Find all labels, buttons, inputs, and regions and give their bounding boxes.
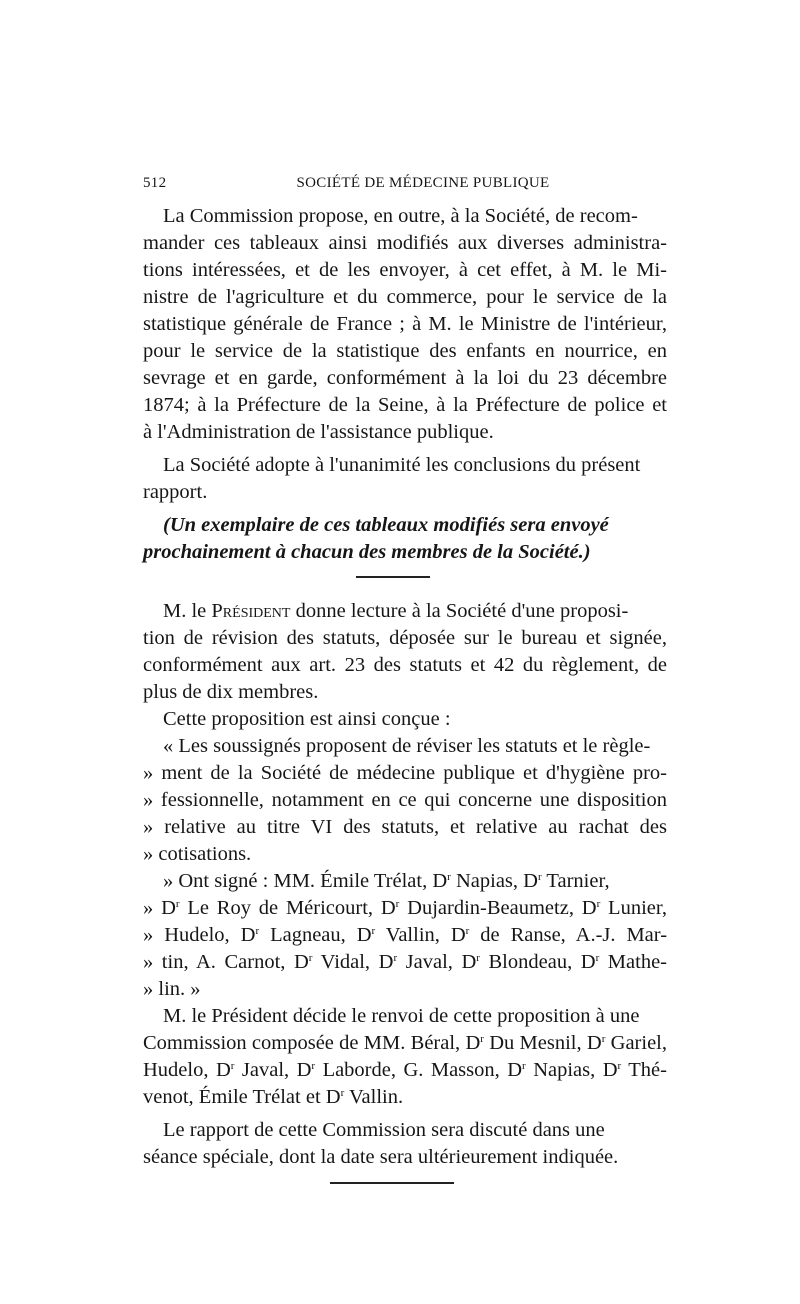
p7-line-2: séance spéciale, dont la date sera ultérieurement indiquée. — [143, 1146, 619, 1168]
p4-line-2: tion de révision des statuts, déposée sur le bureau et signée, — [143, 627, 667, 649]
p3-line-1: (Un exemplaire de ces tableaux modifiés sera envoyé — [163, 514, 609, 536]
p4-line-1 — [163, 598, 667, 625]
p7-line-1: Le rapport de cette Commission sera discuté dans une — [163, 1119, 605, 1141]
p1-line-9: à l'Administration de l'assistance publique. — [143, 421, 494, 443]
p1-line-8: 1874; à la Préfecture de la Seine, à la Préfecture de police et — [143, 394, 667, 416]
page-number: 512 — [143, 175, 167, 191]
p4-prefix: M. le — [163, 600, 212, 622]
signed-line-4: » tin, A. Carnot, $D^r$ Vidal, $D^r$ Javal, $D^r$ Blondeau, $D^r$ Mathe- — [143, 951, 668, 973]
p6-line-4: venot, Émile Trélat et $D^r$ Vallin. — [143, 1086, 404, 1108]
page-header — [143, 175, 663, 195]
p1-line-1: La Commission propose, en outre, à la Société, de recom- — [163, 205, 638, 227]
p3-line-2: prochainement à chacun des membres de la Société.) — [143, 541, 591, 563]
p1-line-4: nistre de l'agriculture et du commerce, pour le service de la — [143, 286, 667, 308]
p1-line-5: statistique générale de France ; à M. le Ministre de l'intérieur, — [143, 313, 667, 335]
end-divider — [330, 1182, 454, 1184]
signed-line-1: » Ont signé : MM. Émile Trélat, $D^r$ Napias, $D^r$ Tarnier, — [163, 870, 610, 892]
signed-line-5: » lin. » — [143, 978, 201, 1000]
quote-line-4: » relative au titre VI des statuts, et relative au rachat des — [143, 816, 667, 838]
p4-line-4: plus de dix membres. — [143, 681, 319, 703]
running-title: SOCIÉTÉ DE MÉDECINE PUBLIQUE — [296, 175, 550, 191]
quote-line-2: » ment de la Société de médecine publique et d'hygiène pro- — [143, 762, 667, 784]
quote-line-3: » fessionnelle, notamment en ce qui concerne une disposition — [143, 789, 667, 811]
signed-line-2: » $D^r$ Le Roy de Méricourt, $D^r$ Dujardin-Beaumetz, $D^r$ Lunier, — [143, 897, 667, 919]
president-small-caps: Président — [211, 600, 291, 622]
quote-line-5: » cotisations. — [143, 843, 252, 865]
p5-line: Cette proposition est ainsi conçue : — [163, 708, 451, 730]
signed-line-3: » Hudelo, $D^r$ Lagneau, $D^r$ Vallin, $D^r$ de Ranse, A.-J. Mar- — [143, 924, 668, 946]
p6-line-2: Commission composée de MM. Béral, $D^r$ Du Mesnil, $D^r$ Gariel, — [143, 1032, 667, 1054]
quote-line-1: « Les soussignés proposent de réviser les statuts et le règle- — [163, 735, 651, 757]
p6-line-1: M. le Président décide le renvoi de cette proposition à une — [163, 1005, 640, 1027]
p6-line-3: Hudelo, $D^r$ Javal, $D^r$ Laborde, G. Masson, $D^r$ Napias, $D^r$ Thé- — [143, 1059, 667, 1081]
p2-line-1: La Société adopte à l'unanimité les conclusions du présent — [163, 454, 641, 476]
p1-line-3: tions intéressées, et de les envoyer, à cet effet, à M. le Mi- — [143, 259, 667, 281]
p4-line1-rest: donne lecture à la Société d'une proposi- — [290, 600, 629, 622]
p1-line-7: sevrage et en garde, conformément à la loi du 23 décembre — [143, 367, 667, 389]
section-divider — [356, 576, 430, 578]
p4-line-3: conformément aux art. 23 des statuts et 42 du règlement, de — [143, 654, 667, 676]
p1-line-2: mander ces tableaux ainsi modifiés aux diverses administra- — [143, 232, 667, 254]
p2-line-2: rapport. — [143, 481, 208, 503]
p1-line-6: pour le service de la statistique des enfants en nourrice, en — [143, 340, 667, 362]
